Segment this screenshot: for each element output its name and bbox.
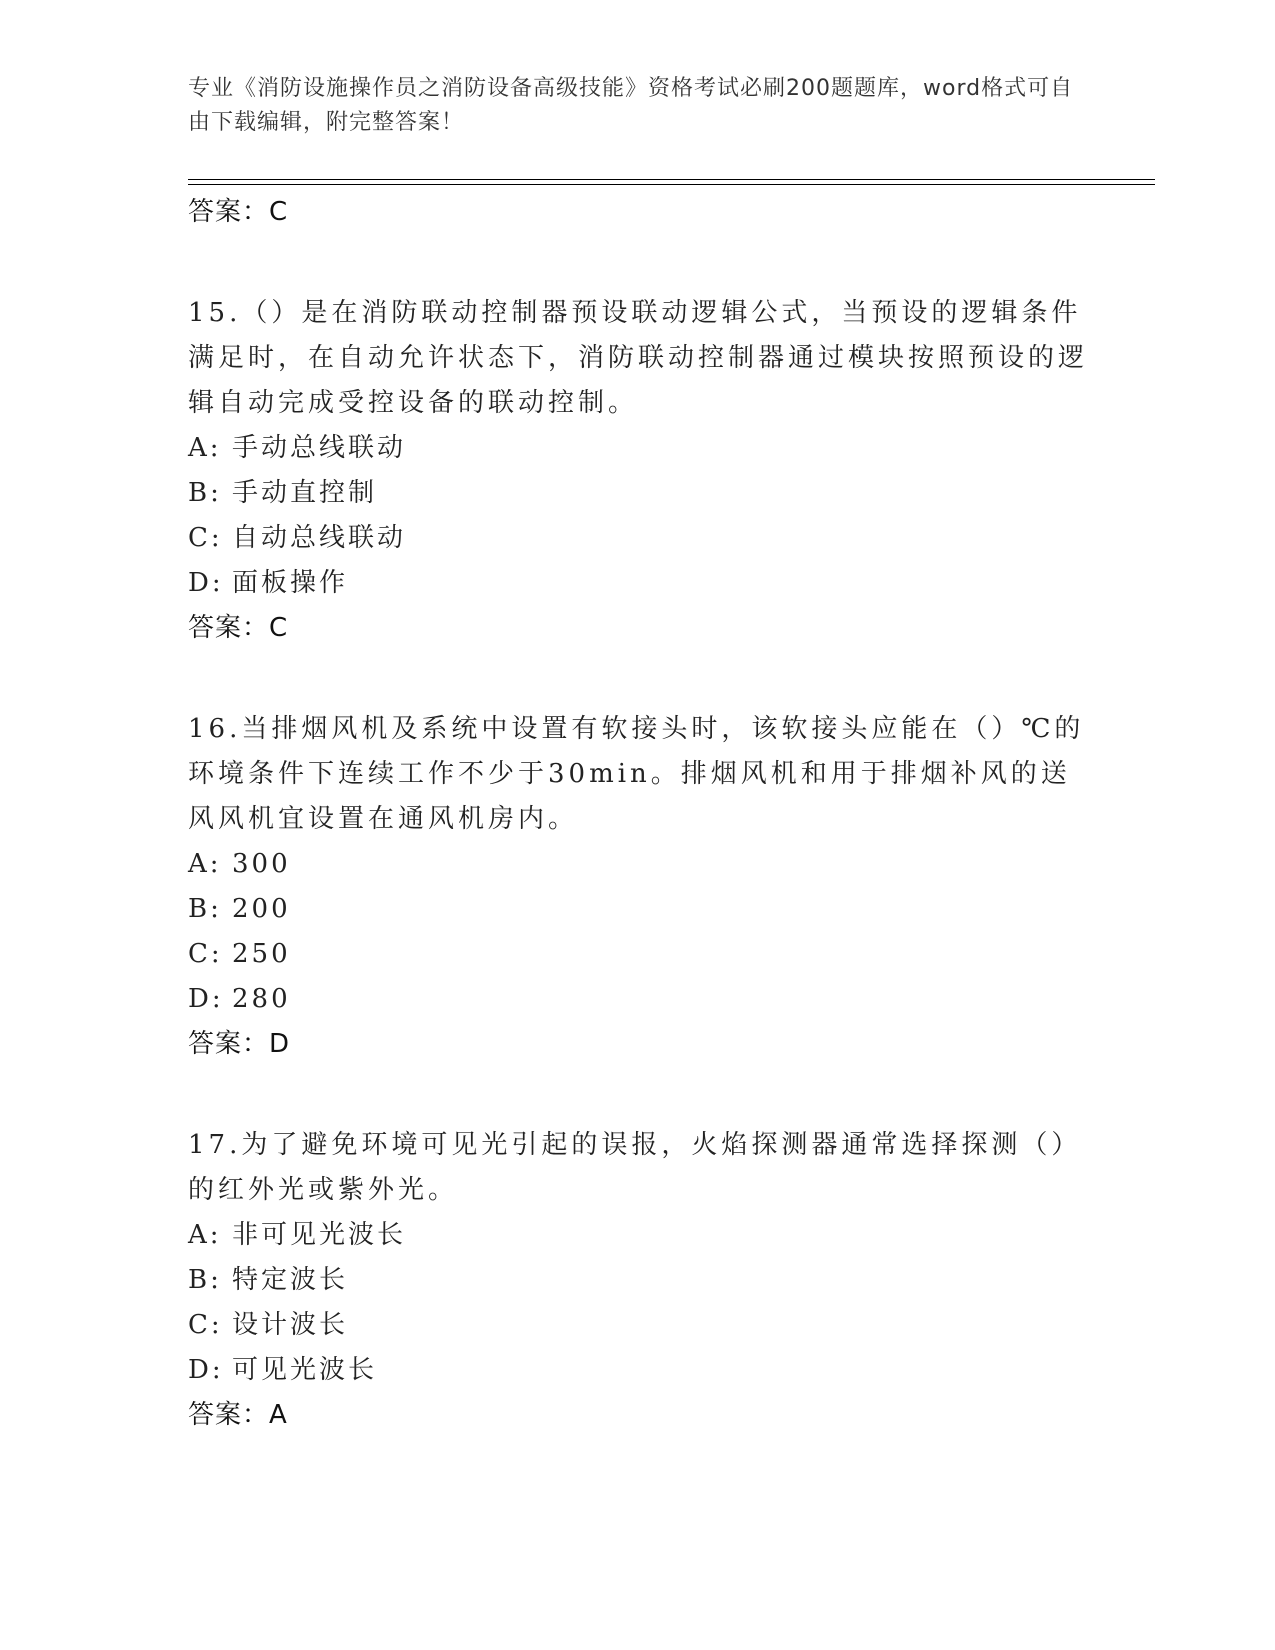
answer-value: C	[269, 197, 289, 227]
question-text: 15.（）是在消防联动控制器预设联动逻辑公式，当预设的逻辑条件满足时，在自动允许状态下，消防联动控制器通过模块按照预设的逻辑自动完成受控设备的联动控制。	[188, 298, 1089, 418]
option-text: 设计波长	[232, 1310, 349, 1340]
option-letter: A:	[188, 433, 222, 463]
answer-label: 答案：	[188, 1029, 270, 1059]
option-letter: A:	[188, 1220, 222, 1250]
answer-value: D	[269, 1029, 291, 1059]
option-b	[188, 887, 1088, 932]
option-a	[188, 426, 1088, 471]
option-text: 可见光波长	[232, 1355, 378, 1385]
option-text: 非可见光波长	[232, 1220, 407, 1250]
document-header: 专业《消防设施操作员之消防设备高级技能》资格考试必刷200题题库，word格式可自由下载编辑，附完整答案！	[188, 76, 1074, 135]
option-text: 面板操作	[232, 568, 349, 598]
option-a	[188, 842, 1088, 887]
answer-line	[188, 606, 1088, 650]
question-text: 16.当排烟风机及系统中设置有软接头时，该软接头应能在（）℃的环境条件下连续工作不少于30min。排烟风机和用于排烟补风的送风风机宜设置在通风机房内。	[188, 714, 1085, 834]
document-body	[188, 190, 1088, 1437]
answer-line	[188, 1022, 1088, 1066]
option-text: 手动总线联动	[232, 433, 407, 463]
option-letter: B:	[188, 894, 222, 924]
option-text: 300	[232, 849, 291, 879]
answer-line	[188, 1393, 1088, 1437]
option-letter: D:	[188, 568, 224, 598]
question-15	[188, 291, 1088, 650]
answer-label: 答案：	[188, 197, 270, 227]
option-text: 280	[232, 984, 291, 1014]
option-letter: C:	[188, 939, 223, 969]
option-text: 250	[232, 939, 291, 969]
question-17	[188, 1123, 1088, 1437]
option-letter: C:	[188, 523, 223, 553]
option-letter: B:	[188, 1265, 222, 1295]
option-text: 200	[232, 894, 291, 924]
option-letter: A:	[188, 849, 222, 879]
option-letter: C:	[188, 1310, 223, 1340]
option-b	[188, 471, 1088, 516]
option-letter: D:	[188, 1355, 224, 1385]
option-b	[188, 1258, 1088, 1303]
previous-answer	[188, 190, 1088, 234]
option-d	[188, 1348, 1088, 1393]
question-text: 17.为了避免环境可见光引起的误报，火焰探测器通常选择探测（）的红外光或紫外光。	[188, 1130, 1082, 1205]
question-16	[188, 707, 1088, 1066]
header-divider-top	[188, 179, 1155, 180]
option-text: 特定波长	[232, 1265, 349, 1295]
option-d	[188, 977, 1088, 1022]
header-divider-bottom	[188, 184, 1155, 185]
option-text: 自动总线联动	[232, 523, 407, 553]
answer-value: A	[269, 1400, 288, 1430]
answer-value: C	[269, 613, 289, 643]
option-c	[188, 1303, 1088, 1348]
option-c	[188, 932, 1088, 977]
option-c	[188, 516, 1088, 561]
answer-label: 答案：	[188, 613, 270, 643]
answer-label: 答案：	[188, 1400, 270, 1430]
option-letter: D:	[188, 984, 224, 1014]
option-d	[188, 561, 1088, 606]
option-text: 手动直控制	[232, 478, 378, 508]
option-a	[188, 1213, 1088, 1258]
option-letter: B:	[188, 478, 222, 508]
